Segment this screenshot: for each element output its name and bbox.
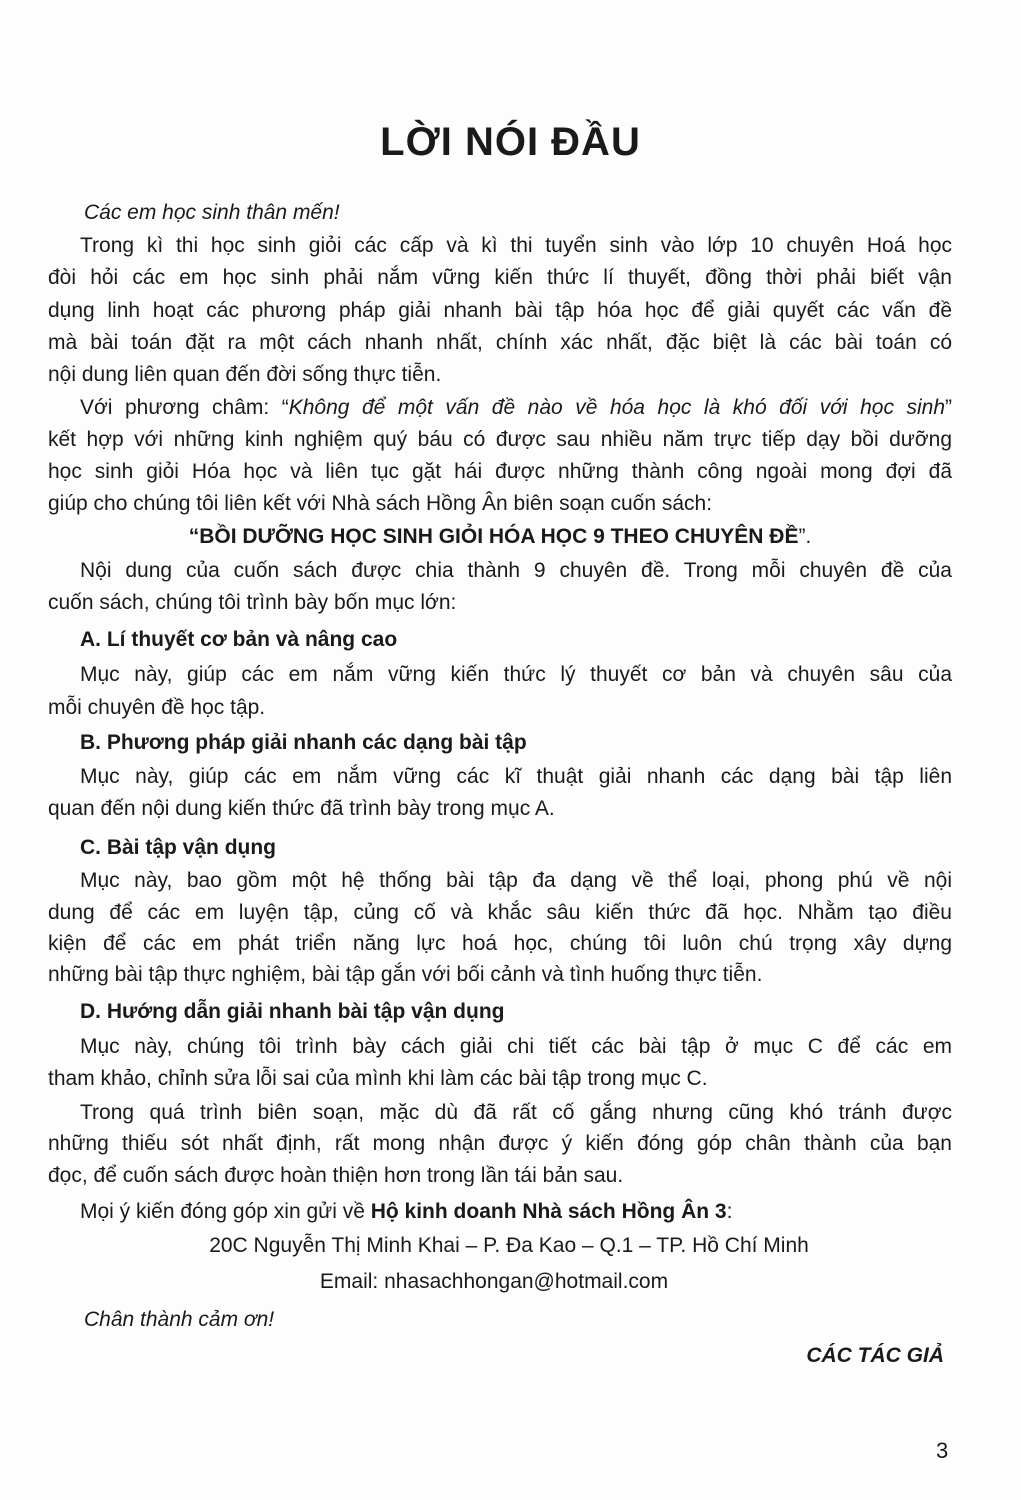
- text-line: [48, 898, 952, 928]
- text-span: mỗi chuyên đề học tập.: [48, 696, 266, 719]
- text-line: [48, 263, 952, 293]
- text-line: [48, 425, 952, 455]
- text-line: [48, 929, 952, 959]
- text-span: Mọi ý kiến đóng góp xin gửi về: [80, 1200, 371, 1223]
- page-title: LỜI NÓI ĐẦU: [380, 120, 641, 164]
- text-span: A. Lí thuyết cơ bản và nâng cao: [80, 628, 398, 651]
- text-line: [48, 457, 952, 487]
- text-span: CÁC TÁC GIẢ: [806, 1344, 944, 1367]
- text-span: Chân thành cảm ơn!: [84, 1308, 275, 1331]
- text-line: [48, 489, 952, 519]
- text-line: [48, 360, 952, 390]
- text-span: kết hợp với những kinh nghiệm quý báu có được sau nhiều năm trực tiếp dạy bồi dưỡng: [48, 428, 952, 451]
- text-line: [84, 1305, 952, 1335]
- text-line: [80, 393, 952, 423]
- text-span: Với phương châm: “: [80, 396, 289, 419]
- text-span: dung để các em luyện tập, củng cố và khắc sâu kiến thức đã học. Nhằm tạo điều: [48, 901, 952, 924]
- text-line: [48, 960, 952, 990]
- text-span: những thiếu sót nhất định, rất mong nhận được ý kiến đóng góp chân thành của bạn: [48, 1132, 952, 1155]
- text-span: ”.: [798, 525, 812, 548]
- text-line: [80, 231, 952, 261]
- text-span: nội dung liên quan đến đời sống thực tiễn.: [48, 363, 442, 386]
- text-span: Trong quá trình biên soạn, mặc dù đã rất cố gắng nhưng cũng khó tránh được: [80, 1101, 952, 1124]
- text-span: :: [726, 1200, 733, 1223]
- text-line: [48, 1267, 940, 1297]
- text-span: giúp cho chúng tôi liên kết với Nhà sách Hồng Ân biên soạn cuốn sách:: [48, 492, 713, 515]
- text-span: mà bài toán đặt ra một cách nhanh nhất, chính xác nhất, đặc biệt là các bài toán có: [48, 331, 952, 354]
- text-line: [80, 556, 952, 586]
- text-line: [48, 1064, 952, 1094]
- text-line: [48, 1129, 952, 1159]
- text-span: Mục này, giúp các em nắm vững kiến thức lý thuyết cơ bản và chuyên sâu của: [80, 663, 952, 686]
- text-line: [80, 625, 952, 655]
- text-line: [80, 728, 952, 758]
- text-line: [48, 588, 952, 618]
- text-span: D. Hướng dẫn giải nhanh bài tập vận dụng: [80, 1000, 505, 1023]
- text-span: Email: nhasachhongan@hotmail.com: [319, 1270, 669, 1293]
- text-span: Không để một vấn đề nào về hóa học là khó đối với học sinh: [288, 396, 945, 419]
- text-line: [48, 1341, 944, 1371]
- text-span: Nội dung của cuốn sách được chia thành 9 chuyên đề. Trong mỗi chuyên đề của: [80, 559, 952, 582]
- text-span: B. Phương pháp giải nhanh các dạng bài tập: [80, 731, 527, 754]
- text-line: [48, 296, 952, 326]
- text-span: đòi hỏi các em học sinh phải nắm vững kiến thức lí thuyết, đồng thời phải biết vận: [48, 266, 952, 289]
- text-span: Hộ kinh doanh Nhà sách Hồng Ân 3: [370, 1200, 727, 1223]
- text-line: [80, 997, 952, 1027]
- text-span: cuốn sách, chúng tôi trình bày bốn mục lớn:: [48, 591, 457, 614]
- text-line: [48, 522, 952, 552]
- text-span: Mục này, bao gồm một hệ thống bài tập đa dạng về thể loại, phong phú về nội: [80, 869, 952, 892]
- text-line: [84, 198, 952, 228]
- text-span: Các em học sinh thân mến!: [84, 201, 340, 224]
- text-line: [80, 1032, 952, 1062]
- text-line: [80, 762, 952, 792]
- text-line: [48, 1231, 970, 1261]
- text-line: [48, 794, 952, 824]
- text-line: [48, 1161, 952, 1191]
- text-span: Mục này, chúng tôi trình bày cách giải chi tiết các bài tập ở mục C để các em: [80, 1035, 952, 1058]
- text-line: [80, 833, 952, 863]
- text-span: ”: [945, 396, 952, 419]
- text-line: [80, 1098, 952, 1128]
- text-span: 20C Nguyễn Thị Minh Khai – P. Đa Kao – Q.1 – TP. Hồ Chí Minh: [209, 1234, 809, 1257]
- text-span: Trong kì thi học sinh giỏi các cấp và kì thi tuyển sinh vào lớp 10 chuyên Hoá học: [80, 234, 952, 257]
- text-line: [80, 1197, 952, 1227]
- text-span: tham khảo, chỉnh sửa lỗi sai của mình khi làm các bài tập trong mục C.: [48, 1067, 708, 1090]
- text-line: [80, 660, 952, 690]
- text-span: học sinh giỏi Hóa học và liên tục gặt hái được những thành công ngoài mong đợi đã: [48, 460, 952, 483]
- page-number: 3: [936, 1438, 949, 1463]
- text-span: dụng linh hoạt các phương pháp giải nhanh bài tập hóa học để giải quyết các vấn đề: [48, 299, 952, 322]
- text-line: [80, 866, 952, 896]
- text-span: quan đến nội dung kiến thức đã trình bày trong mục A.: [48, 797, 555, 820]
- text-span: C. Bài tập vận dụng: [80, 836, 277, 859]
- text-span: kiện để các em phát triển năng lực hoá học, chúng tôi luôn chú trọng xây dựng: [48, 932, 952, 955]
- text-span: Mục này, giúp các em nắm vững các kĩ thuật giải nhanh các dạng bài tập liên: [80, 765, 952, 788]
- text-span: những bài tập thực nghiệm, bài tập gắn với bối cảnh và tình huống thực tiễn.: [48, 963, 763, 986]
- text-span: “BỒI DƯỠNG HỌC SINH GIỎI HÓA HỌC 9 THEO CHUYÊN ĐỀ: [188, 525, 799, 548]
- text-span: đọc, để cuốn sách được hoàn thiện hơn trong lần tái bản sau.: [48, 1164, 624, 1187]
- text-line: [48, 328, 952, 358]
- text-line: [48, 693, 952, 723]
